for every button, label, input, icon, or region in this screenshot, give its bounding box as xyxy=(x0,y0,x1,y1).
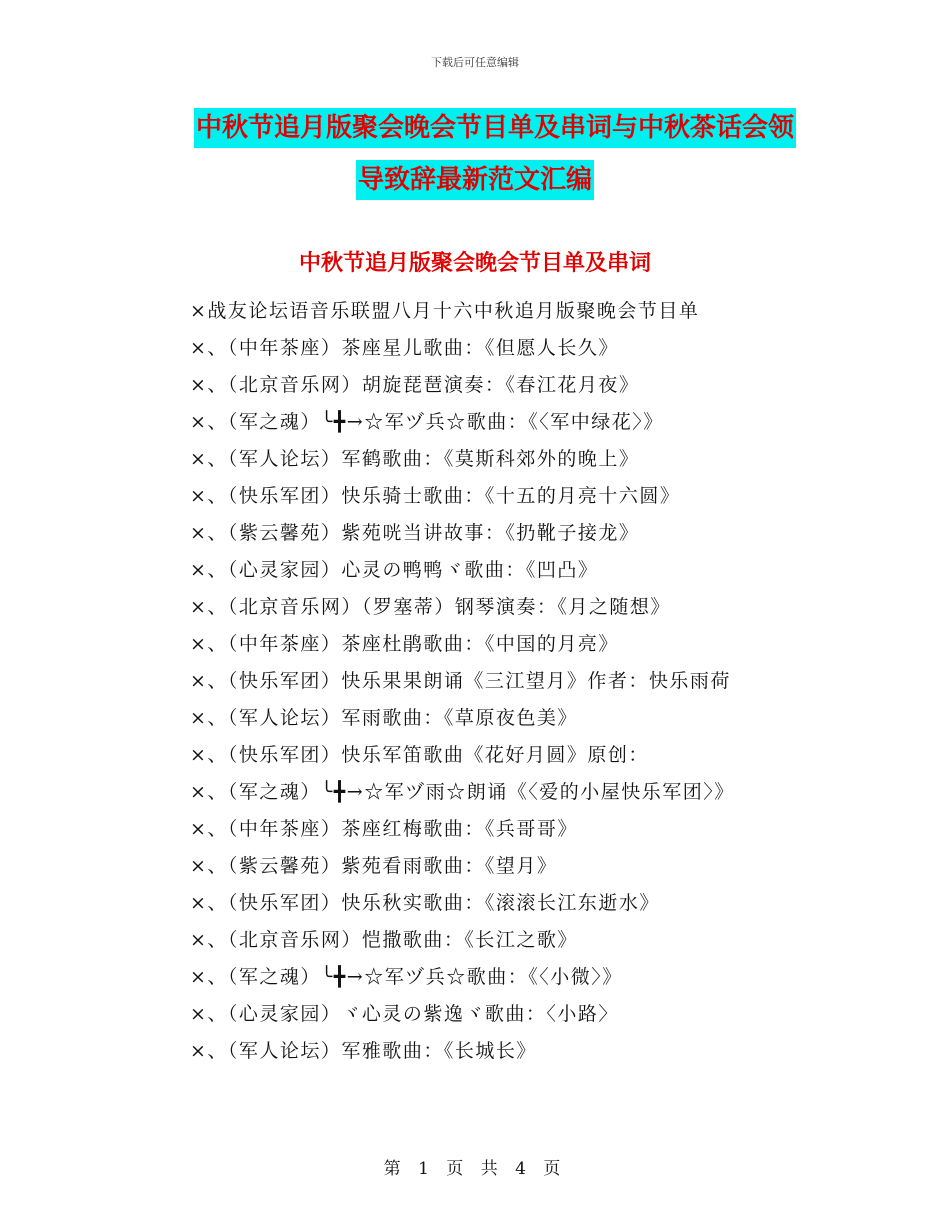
header-note: 下载后可任意编辑 xyxy=(431,56,519,69)
list-item: ×、（北京音乐网）恺撒歌曲：《长江之歌》 xyxy=(190,929,578,951)
list-item: ×、（紫云馨苑）紫苑看雨歌曲：《望月》 xyxy=(190,855,558,877)
page-footer: 第 1 页 共 4 页 xyxy=(383,1159,567,1179)
list-item: ×战友论坛语音乐联盟八月十六中秋追月版聚晚会节目单 xyxy=(190,300,700,322)
list-item: ×、（军之魂）╰╋→☆军ヅ兵☆歌曲：《〈军中绿花〉》 xyxy=(190,411,664,433)
section-subtitle: 中秋节追月版聚会晚会节目单及串词 xyxy=(298,250,651,276)
list-item: ×、（快乐军团）快乐秋实歌曲：《滚滚长江东逝水》 xyxy=(190,892,660,914)
list-item: ×、（军之魂）╰╋→☆军ヅ雨☆朗诵《〈爱的小屋快乐军团〉》 xyxy=(190,781,735,803)
list-item: ×、（军人论坛）军雅歌曲：《长城长》 xyxy=(190,1040,537,1062)
list-item: ×、（中年茶座）茶座星儿歌曲：《但愿人长久》 xyxy=(190,337,619,359)
list-item: ×、（快乐军团）快乐果果朗诵《三江望月》作者：快乐雨荷 xyxy=(190,670,731,692)
list-item: ×、（快乐军团）快乐军笛歌曲《花好月圆》原创： xyxy=(190,744,649,766)
list-item: ×、（北京音乐网）（罗塞蒂）钢琴演奏：《月之随想》 xyxy=(190,596,671,618)
document-title xyxy=(0,108,950,200)
title-line-2: 导致辞最新范文汇编 xyxy=(356,160,594,200)
list-item: ×、（北京音乐网）胡旋琵琶演奏：《春江花月夜》 xyxy=(190,374,640,396)
list-item: ×、（心灵家园）ヾ心灵の紫逸ヾ歌曲：〈小路〉 xyxy=(190,1003,619,1025)
program-list xyxy=(143,293,823,1070)
list-item: ×、（快乐军团）快乐骑士歌曲：《十五的月亮十六圆》 xyxy=(190,485,681,507)
list-item: ×、（紫云馨苑）紫苑咣当讲故事：《扔靴子接龙》 xyxy=(190,522,640,544)
list-item: ×、（军之魂）╰╋→☆军ヅ兵☆歌曲：《〈小微〉》 xyxy=(190,966,623,988)
list-item: ×、（中年茶座）茶座红梅歌曲：《兵哥哥》 xyxy=(190,818,578,840)
list-item: ×、（军人论坛）军雨歌曲：《草原夜色美》 xyxy=(190,707,578,729)
list-item: ×、（军人论坛）军鹤歌曲：《莫斯科郊外的晚上》 xyxy=(190,448,640,470)
list-item: ×、（中年茶座）茶座杜鹃歌曲：《中国的月亮》 xyxy=(190,633,619,655)
title-line-1: 中秋节追月版聚会晚会节目单及串词与中秋茶话会领 xyxy=(194,108,796,148)
list-item: ×、（心灵家园）心灵の鸭鸭ヾ歌曲：《凹凸》 xyxy=(190,559,599,581)
